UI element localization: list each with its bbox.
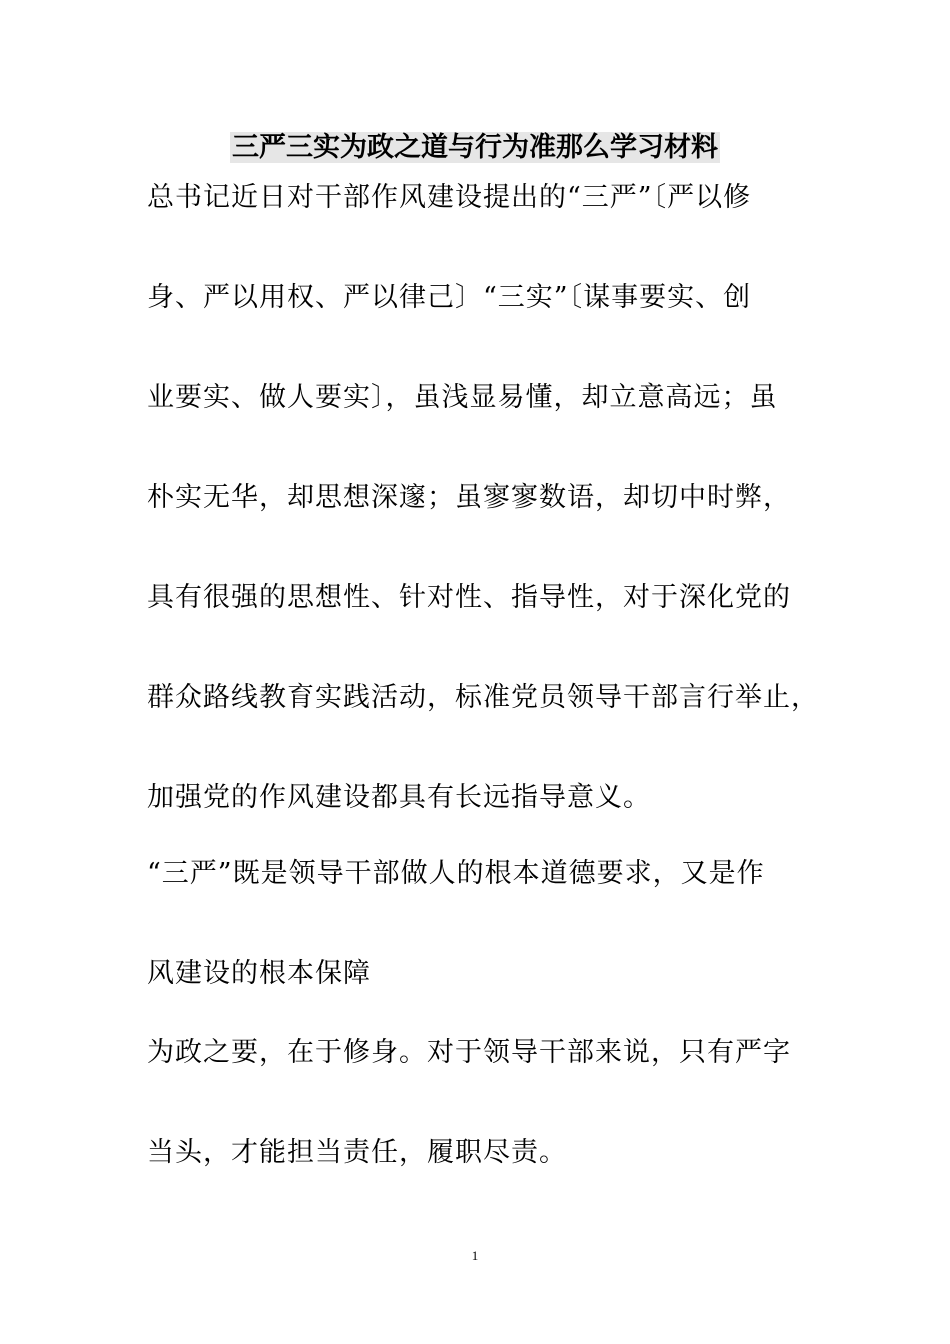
paragraph-line: 朴实无华，却思想深邃；虽寥寥数语，却切中时弊，	[147, 482, 791, 513]
paragraph-line: 当头，才能担当责任，履职尽责。	[147, 1137, 567, 1168]
page-title-text: 三严三实为政之道与行为准那么学习材料	[232, 132, 718, 163]
paragraph-1	[147, 148, 827, 848]
paragraph-line: 为政之要，在于修身。对于领导干部来说，只有严字	[147, 1037, 791, 1068]
paragraph-line: “三严”既是领导干部做人的根本道德要求，又是作	[147, 858, 765, 889]
paragraph-line: 加强党的作风建设都具有长远指导意义。	[147, 782, 651, 813]
paragraph-line: 群众路线教育实践活动，标准党员领导干部言行举止，	[147, 682, 819, 713]
paragraph-3	[147, 1003, 827, 1203]
paragraph-line: 总书记近日对干部作风建设提出的“三严”〔严以修	[147, 182, 752, 213]
paragraph-line: 业要实、做人要实〕，虽浅显易懂，却立意高远；虽	[147, 382, 778, 413]
paragraph-line: 身、严以用权、严以律己〕“三实”〔谋事要实、创	[147, 282, 752, 313]
paragraph-2	[147, 824, 827, 1024]
paragraph-line: 风建设的根本保障	[147, 958, 371, 989]
paragraph-line: 具有很强的思想性、针对性、指导性，对于深化党的	[147, 582, 791, 613]
page-number: 1	[471, 1248, 479, 1263]
